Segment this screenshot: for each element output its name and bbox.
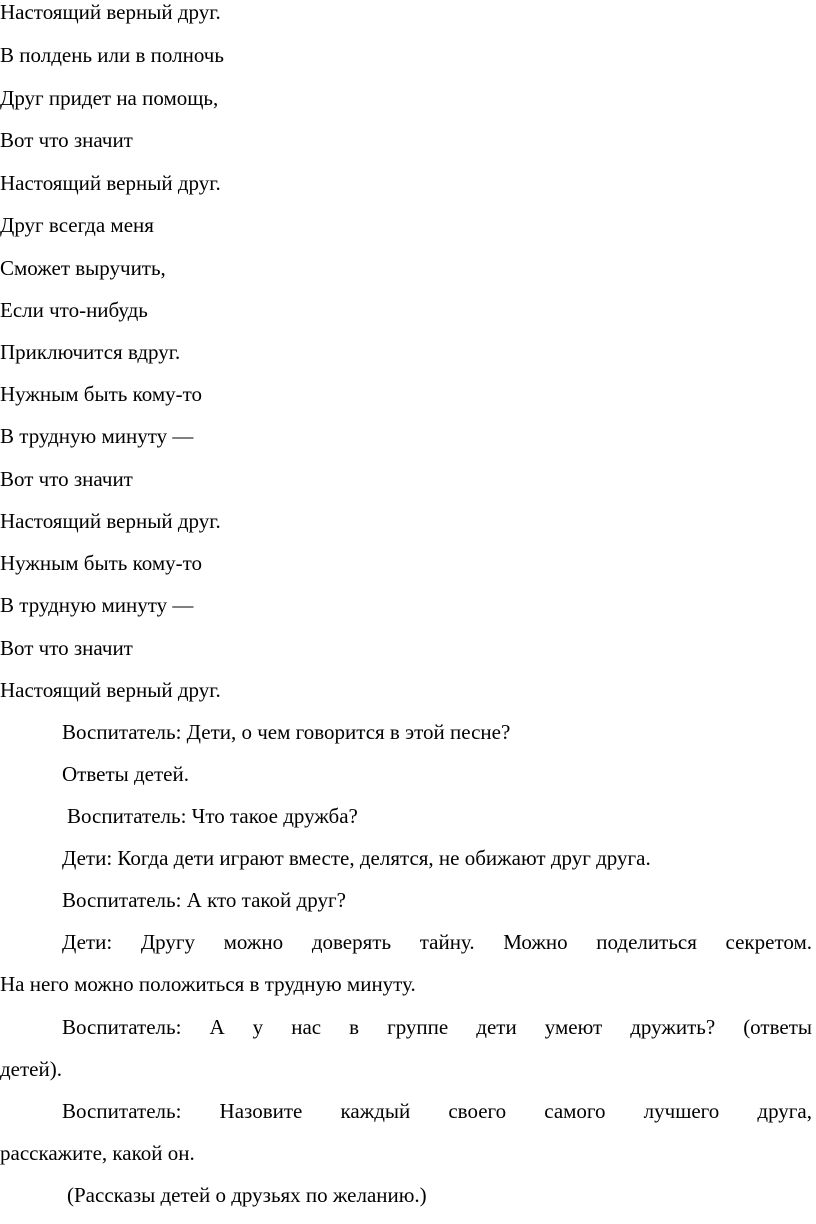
poem-line: Сможет выручить, [0, 256, 166, 280]
dialogue-paragraph: Воспитатель: Назовите каждый своего самого лучшего друга, [62, 1099, 812, 1123]
poem-line: В трудную минуту — [0, 424, 194, 448]
poem-line: Настоящий верный друг. [0, 171, 221, 195]
dialogue-paragraph: Воспитатель: Что такое дружба? [67, 804, 358, 828]
dialogue-paragraph-continuation: расскажите, какой он. [0, 1141, 195, 1165]
poem-line: Вот что значит [0, 636, 133, 660]
poem-line: Приключится вдруг. [0, 340, 181, 364]
dialogue-paragraph: Воспитатель: Дети, о чем говорится в этой песне? [62, 720, 511, 744]
poem-line: Вот что значит [0, 467, 133, 491]
dialogue-paragraph-continuation: детей). [0, 1057, 62, 1081]
poem-line: Друг придет на помощь, [0, 86, 219, 110]
poem-line: Если что-нибудь [0, 298, 148, 322]
poem-line: Вот что значит [0, 128, 133, 152]
poem-line: Настоящий верный друг. [0, 0, 221, 24]
dialogue-paragraph-continuation: На него можно положиться в трудную минуту. [0, 972, 416, 996]
dialogue-paragraph: Ответы детей. [62, 762, 189, 786]
dialogue-paragraph: Дети: Когда дети играют вместе, делятся, не обижают друг друга. [62, 846, 651, 870]
dialogue-paragraph: (Рассказы детей о друзьях по желанию.) [67, 1183, 427, 1207]
dialogue-paragraph: Воспитатель: А у нас в группе дети умеют дружить? (ответы [62, 1015, 812, 1039]
poem-line: Настоящий верный друг. [0, 678, 221, 702]
poem-line: Настоящий верный друг. [0, 509, 221, 533]
poem-line: Друг всегда меня [0, 213, 154, 237]
poem-line: Нужным быть кому-то [0, 551, 203, 575]
dialogue-paragraph: Дети: Другу можно доверять тайну. Можно поделиться секретом. [62, 930, 812, 954]
poem-line: В полдень или в полночь [0, 43, 224, 67]
poem-line: Нужным быть кому-то [0, 382, 203, 406]
dialogue-paragraph: Воспитатель: А кто такой друг? [62, 888, 346, 912]
poem-line: В трудную минуту — [0, 593, 194, 617]
